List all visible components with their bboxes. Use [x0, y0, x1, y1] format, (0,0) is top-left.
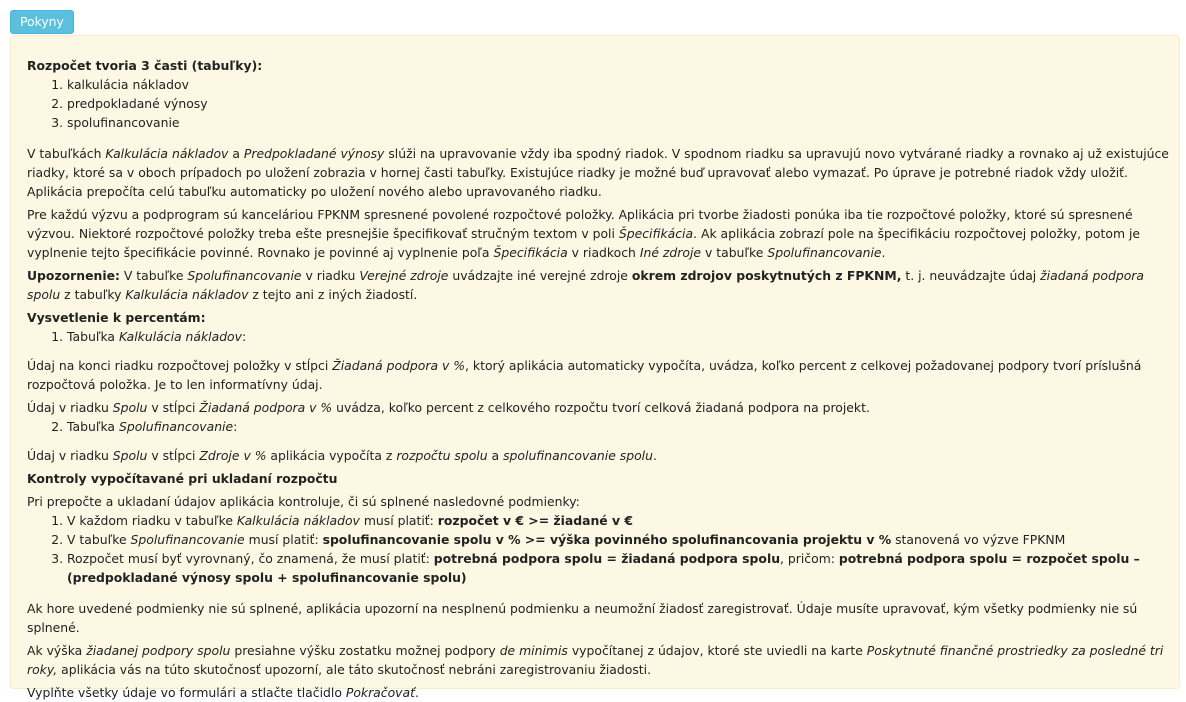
paragraph-tables: V tabuľkách Kalkulácia nákladov a Predpokladané výnosy slúži na upravovanie vždy iba spodný riadok. V spodnom riadku sa upravujú novo vytvárané riadky a rovnako aj už existujúce riadky, ktoré sa v oboch prípadoch po uložení zobrazia v hornej časti tabuľky. Existujúce riadky je možné buď upravovať alebo vymazať. Po úprave je potrebné riadok vždy uložiť. Aplikácia prepočíta celú tabuľku automaticky po uložení nového alebo upravovaného riadku. [27, 146, 1169, 199]
paragraph-conditions: Ak hore uvedené podmienky nie sú splnené, aplikácia upozorní na nesplnenú podmienku a neumožní žiadosť zaregistrovať. Údaje musíte upravovať, kým všetky podmienky nie sú splnené. [27, 601, 1138, 635]
list-item: 2. V tabuľke Spolufinancovanie musí platiť: spolufinancovanie spolu v % >= výška povinného spolufinancovania projektu v % stanovená vo výzve FPKNM [67, 530, 1169, 549]
paragraph-percent-1: Údaj na konci riadku rozpočtovej položky v stĺpci Žiadaná podpora v %, ktorý aplikácia automaticky vypočíta, uvádza, koľko percent z celkovej požadovanej podpory tvorí príslušná rozpočtová položka. Je to len informatívny údaj. [27, 358, 1142, 392]
section-heading-parts: Rozpočet tvoria 3 časti (tabuľky): [27, 58, 263, 73]
list-item: 2. Tabuľka Spolufinancovanie: [67, 417, 1169, 436]
percentages-list-2 [27, 417, 1169, 436]
paragraph-budget-items: Pre každú výzvu a podprogram sú kanceláriou FPKNM spresnené povolené rozpočtové položky. Aplikácia pri tvorbe žiadosti ponúka iba tie rozpočtové položky, ktoré sú spresnené výzvou. Niektoré rozpočtové položky treba ešte presnejšie špecifikovať stručným textom v poli Špecifikácia. Ak aplikácia zobrazí pole na špecifikáciu rozpočtovej položky, potom je vyplnenie tejto špecifikácie povinné. Rovnako je povinné aj vyplnenie poľa Špecifikácia v riadkoch Iné zdroje v tabuľke Spolufinancovanie. [27, 207, 1141, 260]
paragraph-de-minimis: Ak výška žiadanej podpory spolu presiahne výšku zostatku možnej podpory de minimis vypočítanej z údajov, ktoré ste uviedli na karte Poskytnuté finančné prostriedky za posledné tri roky, aplikácia vás na túto skutočnosť upozorní, ale táto skutočnosť nebráni zaregistrovaniu žiadosti. [27, 643, 1164, 677]
list-item: 1. kalkulácia nákladov [67, 75, 1169, 94]
paragraph-checks-intro: Pri prepočte a ukladaní údajov aplikácia kontroluje, či sú splnené nasledovné podmienky: [27, 494, 580, 509]
percentages-list-1 [27, 327, 1169, 346]
list-item: 3. Rozpočet musí byť vyrovnaný, čo znamená, že musí platiť: potrebná podpora spolu = žiadaná podpora spolu, pričom: potrebná podpora spolu = rozpočet spolu – (predpokladané výnosy spolu + spolufinancovanie spolu) [67, 549, 1169, 587]
list-item: 1. V každom riadku v tabuľke Kalkulácia nákladov musí platiť: rozpočet v € >= žiadané v € [67, 511, 1169, 530]
paragraph-percent-2: Údaj v riadku Spolu v stĺpci Žiadaná podpora v % uvádza, koľko percent z celkového rozpočtu tvorí celková žiadaná podpora na projekt. [27, 400, 870, 415]
instructions-button[interactable]: Pokyny [10, 10, 74, 34]
list-item: 1. Tabuľka Kalkulácia nákladov: [67, 327, 1169, 346]
paragraph-percent-3: Údaj v riadku Spolu v stĺpci Zdroje v % aplikácia vypočíta z rozpočtu spolu a spolufinancovanie spolu. [27, 448, 657, 463]
parts-list [27, 75, 1169, 132]
paragraph-warning: Upozornenie: V tabuľke Spolufinancovanie v riadku Verejné zdroje uvádzajte iné verejné zdroje okrem zdrojov poskytnutých z FPKNM, t. j. neuvádzajte údaj žiadaná podpora spolu z tabuľky Kalkulácia nákladov z tejto ani z iných žiadostí. [27, 268, 1144, 302]
section-heading-percentages: Vysvetlenie k percentám: [27, 310, 206, 325]
list-item: 2. predpokladané výnosy [67, 94, 1169, 113]
checks-list [27, 511, 1169, 587]
list-item: 3. spolufinancovanie [67, 113, 1169, 132]
instructions-panel [10, 35, 1180, 700]
section-heading-checks: Kontroly vypočítavané pri ukladaní rozpočtu [27, 471, 338, 486]
paragraph-continue: Vyplňte všetky údaje vo formulári a stlačte tlačidlo Pokračovať. [27, 685, 419, 700]
